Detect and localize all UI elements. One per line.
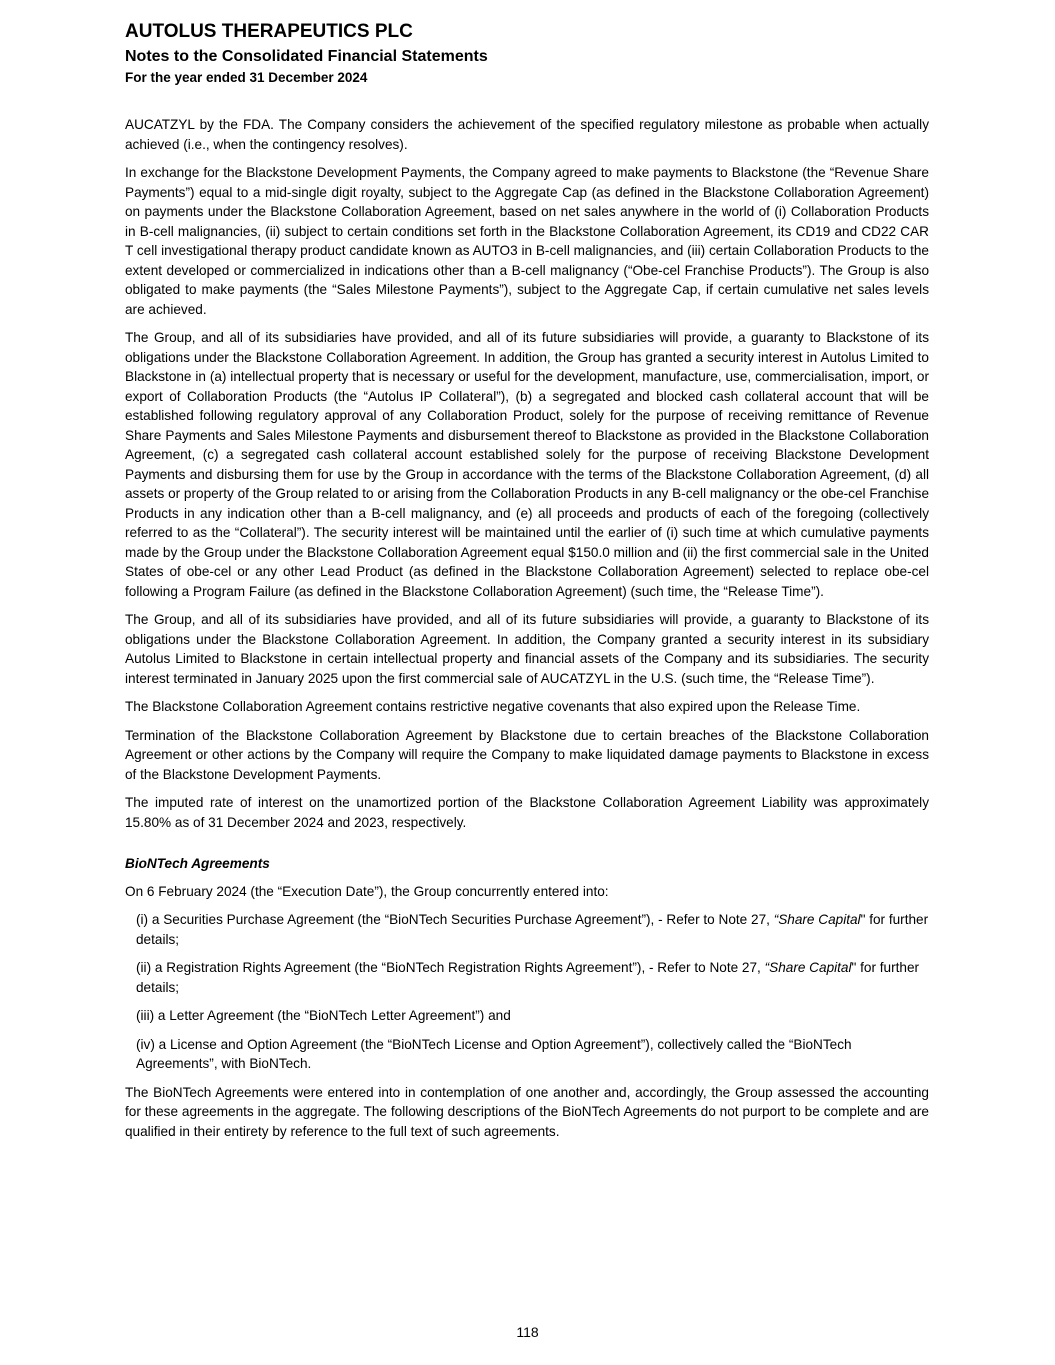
- paragraph: AUCATZYL by the FDA. The Company considers the achievement of the specified regulatory milestone as probable when actually achieved (i.e., when the contingency resolves).: [125, 117, 929, 152]
- document-body: [125, 115, 929, 1150]
- paragraph: The Group, and all of its subsidiaries have provided, and all of its future subsidiaries will provide, a guaranty to Blackstone of its obligations under the Blackstone Collaboration Agreement. In addition, the Company granted a security interest in its subsidiary Autolus Limited to Blackstone in certain intellectual property and financial assets of the Company and its subsidiaries. The security interest terminated in January 2025 upon the first commercial sale of AUCATZYL in the U.S. (such time, the “Release Time”).: [125, 612, 929, 686]
- paragraph: In exchange for the Blackstone Development Payments, the Company agreed to make payments to Blackstone (the “Revenue Share Payments”) equal to a mid-single digit royalty, subject to the Aggregate Cap (as defined in the Blackstone Collaboration Agreement) on payments under the Blackstone Collaboration Agreement, based on net sales anywhere in the world of (i) Collaboration Products in B-cell malignancies, (ii) subject to certain conditions set forth in the Blackstone Collaboration Agreement, its CD19 and CD22 CAR T cell investigational therapy product candidate known as AUTO3 in B-cell malignancies, and (iii) certain Collaboration Products to the extent developed or commercialized in indications other than a B-cell malignancy (“Obe-cel Franchise Products”). The Group is also obligated to make payments (the “Sales Milestone Payments”), subject to the Aggregate Cap, if certain cumulative net sales levels are achieved.: [125, 165, 929, 317]
- list-item-text-after: " for further details;: [136, 960, 920, 995]
- section-heading-biontech: BioNTech Agreements: [125, 856, 270, 871]
- list-item-text: (i) a Securities Purchase Agreement (the “BioNTech Securities Purchase Agreement”), - Refer to Note 27,: [136, 912, 774, 927]
- reporting-period: For the year ended 31 December 2024: [125, 70, 368, 85]
- list-item-italic: “Share Capital: [764, 960, 852, 975]
- list-item-text: (iv) a License and Option Agreement (the “BioNTech License and Option Agreement”), collectively called the “BioNTech Agreements”, with BioNTech.: [136, 1036, 852, 1071]
- list-item-text: (ii) a Registration Rights Agreement (the “BioNTech Registration Rights Agreement”), - Refer to Note 27,: [136, 960, 765, 975]
- document-subtitle: Notes to the Consolidated Financial Statements: [125, 48, 488, 65]
- list-item: [136, 910, 929, 949]
- list-item: [136, 1006, 929, 1026]
- paragraph: The Blackstone Collaboration Agreement contains restrictive negative covenants that also expired upon the Release Time.: [125, 699, 861, 714]
- company-title: AUTOLUS THERAPEUTICS PLC: [125, 21, 413, 42]
- paragraph: The Group, and all of its subsidiaries have provided, and all of its future subsidiaries will provide, a guaranty to Blackstone of its obligations under the Blackstone Collaboration Agreement. In addition, the Group has granted a security interest in Autolus Limited to Blackstone in (a) intellectual property that is necessary or useful for the development, manufacture, use, commercialisation, import, or export of Collaboration Products (the “Autolus IP Collateral”), (b) a segregated and blocked cash collateral account that will be established following regulatory approval of any Collaboration Product, solely for the purpose of receiving remittance of Revenue Share Payments and Sales Milestone Payments and disbursement thereof to Blackstone as provided in the Blackstone Collaboration Agreement, (c) a segregated cash collateral account established solely for the purpose of receiving Blackstone Development Payments and disbursing them for use by the Group in accordance with the terms of the Blackstone Collaboration Agreement, (d) all assets or property of the Group related to or arising from the Collaboration Products in any B-cell malignancy or the obe-cel Franchise Products in any indication other than a B-cell malignancy, and (e) all proceeds and products of each of the foregoing (collectively referred to as the “Collateral”). The security interest will be maintained until the earlier of (i) such time at which cumulative payments made by the Group under the Blackstone Collaboration Agreement equal $150.0 million and (ii) the first commercial sale in the United States of obe-cel or any other Lead Product (as defined in the Blackstone Collaboration Agreement) selected to replace obe-cel following a Program Failure (as defined in the Blackstone Collaboration Agreement) (such time, the “Release Time”).: [125, 330, 929, 599]
- page-number: 118: [516, 1324, 539, 1340]
- paragraph: The imputed rate of interest on the unamortized portion of the Blackstone Collaboration Agreement Liability was approximately 15.80% as of 31 December 2024 and 2023, respectively.: [125, 795, 929, 830]
- page-header: [125, 20, 935, 87]
- list-item: [136, 1035, 929, 1074]
- biontech-closing: The BioNTech Agreements were entered into in contemplation of one another and, accordingly, the Group assessed the accounting for these agreements in the aggregate. The following descriptions of the BioNTech Agreements do not purport to be complete and are qualified in their entirety by reference to the full text of such agreements.: [125, 1084, 929, 1139]
- list-item: [136, 958, 929, 997]
- list-item-text-after: " for further details;: [136, 912, 929, 947]
- list-item-text: (iii) a Letter Agreement (the “BioNTech Letter Agreement”) and: [136, 1008, 511, 1023]
- biontech-intro: On 6 February 2024 (the “Execution Date”), the Group concurrently entered into:: [125, 883, 609, 899]
- list-item-italic: “Share Capital: [773, 912, 861, 927]
- paragraph: Termination of the Blackstone Collaboration Agreement by Blackstone due to certain breaches of the Blackstone Collaboration Agreement or other actions by the Company will require the Company to make liquidated damage payments to Blackstone in excess of the Blackstone Development Payments.: [125, 727, 929, 782]
